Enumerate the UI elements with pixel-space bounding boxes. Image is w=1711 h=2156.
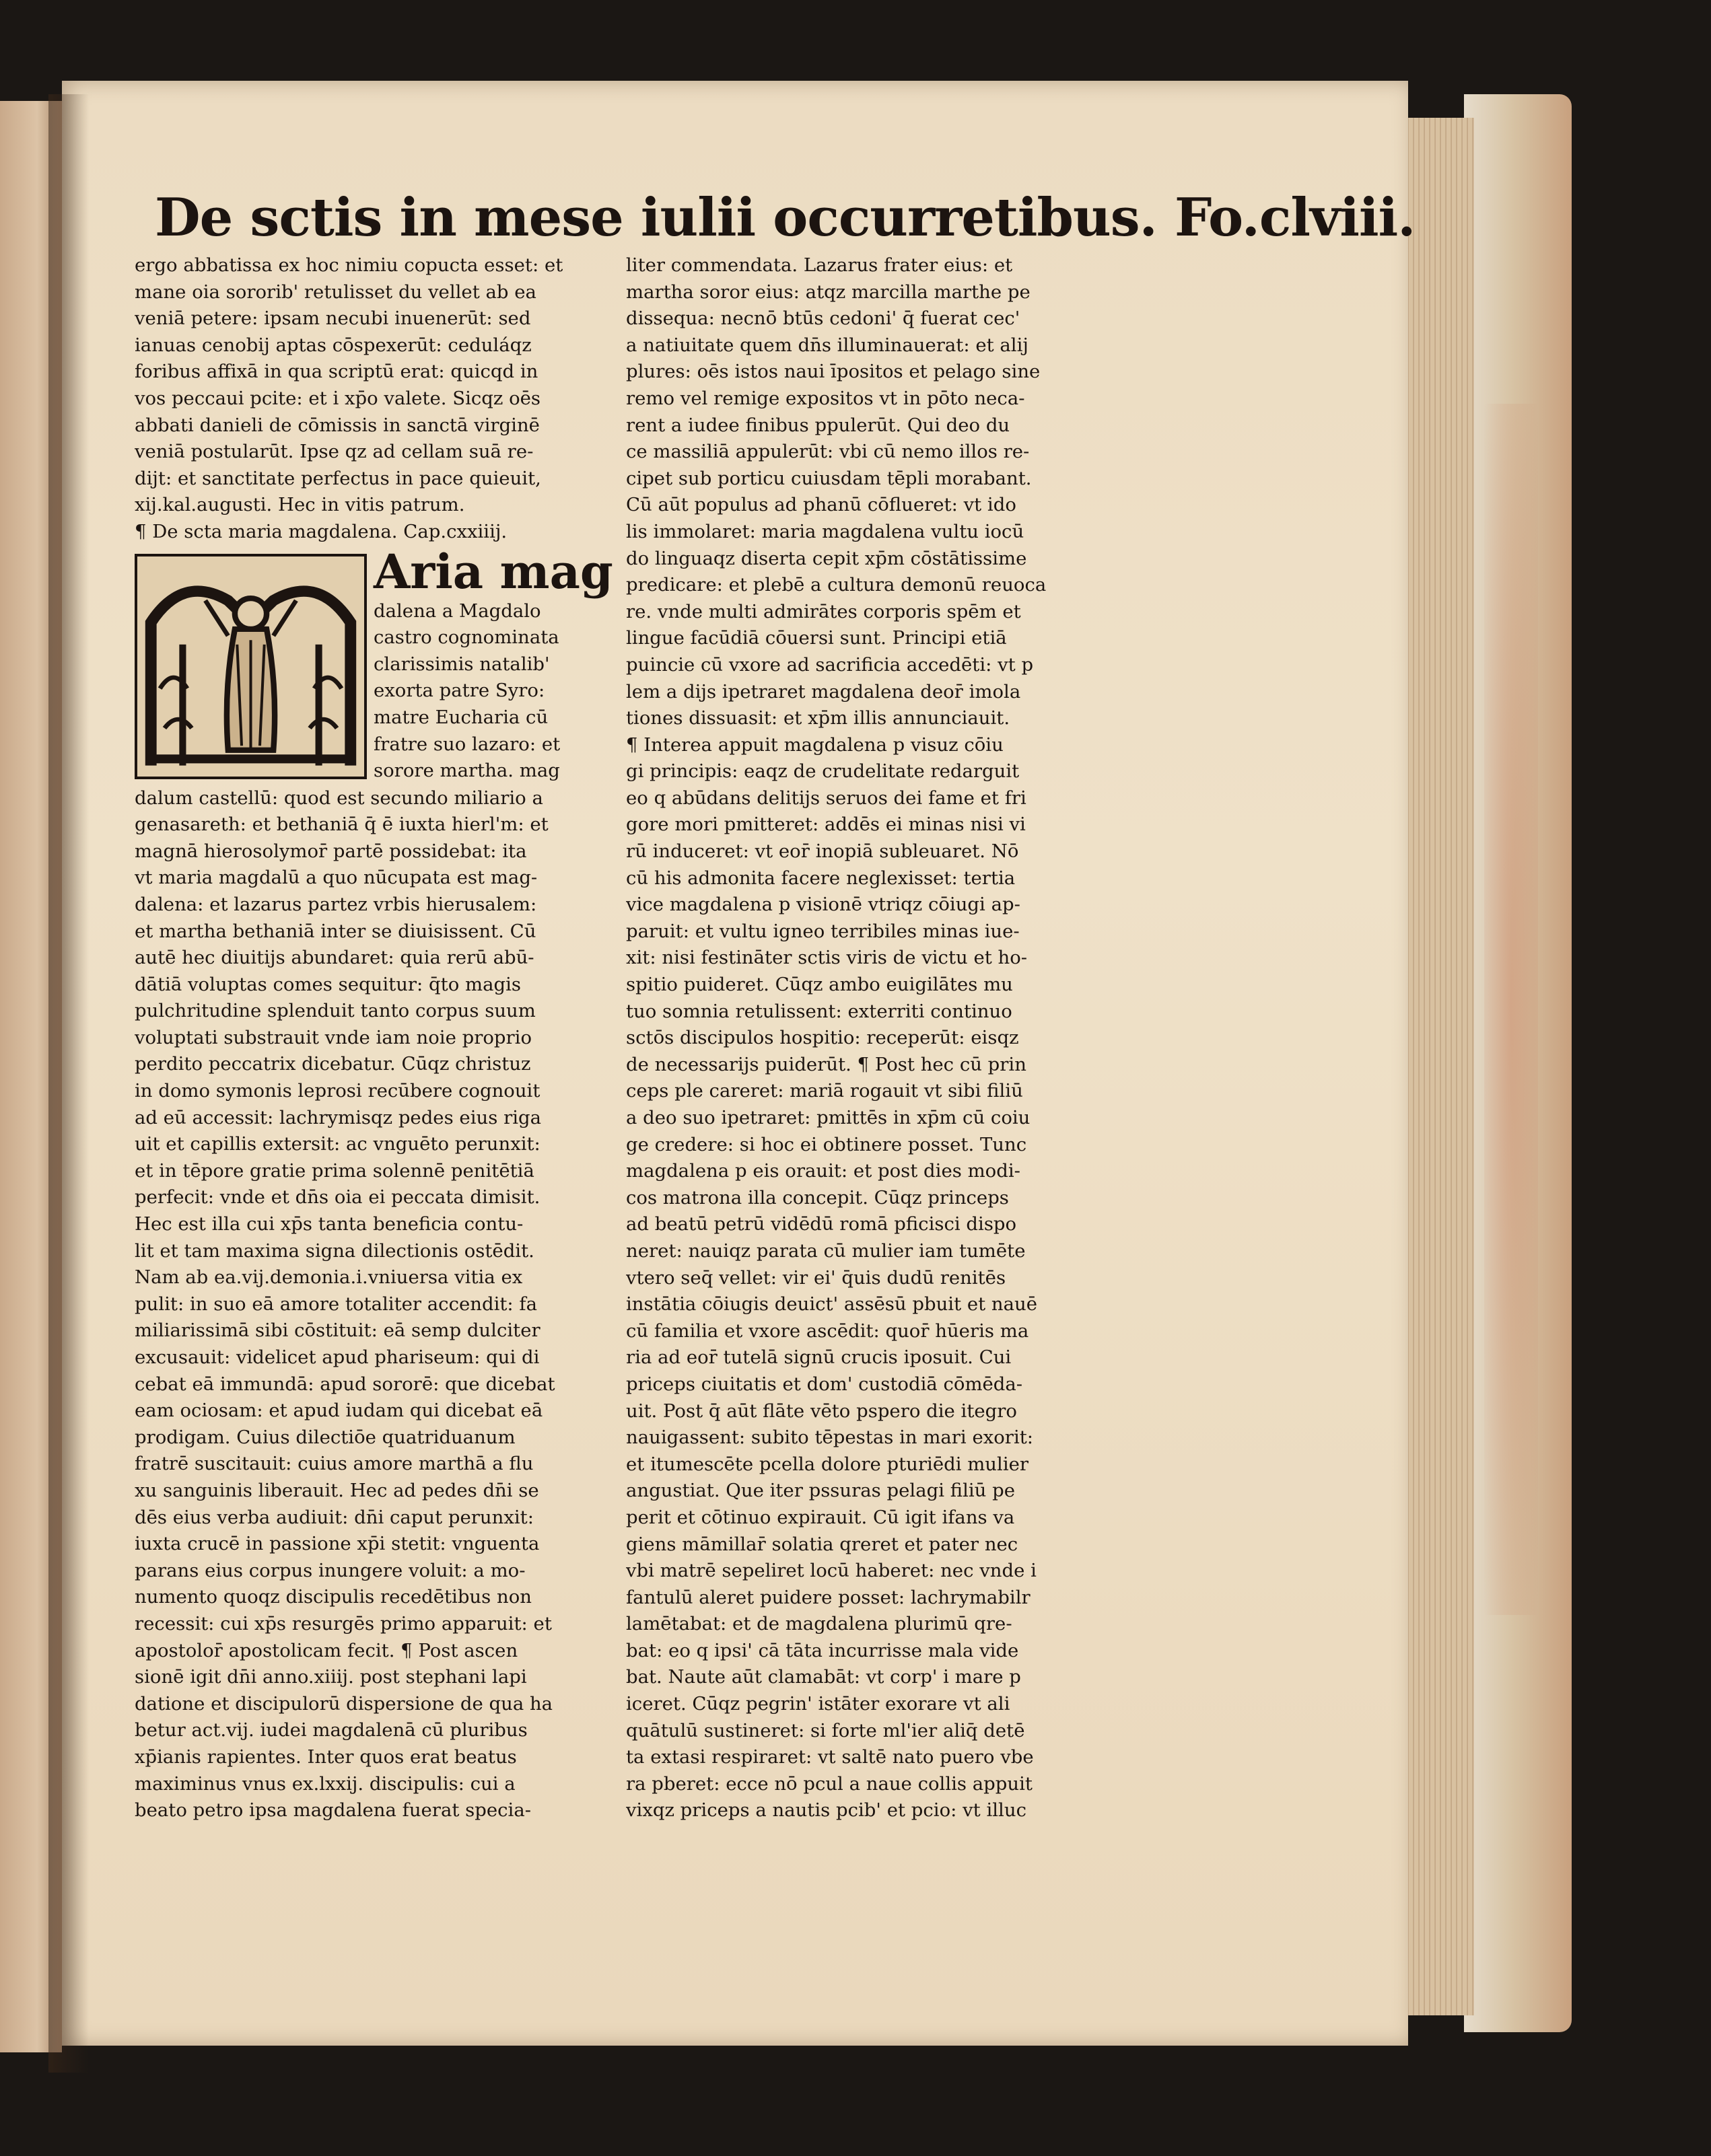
text-line: voluptati substrauit vnde iam noie proprio xyxy=(135,1026,532,1048)
text-line: re. vnde multi admirātes corporis spēm et xyxy=(626,600,1021,622)
text-line: ra pberet: ecce nō pcul a naue collis appuit xyxy=(626,1772,1033,1795)
text-line: instātia cōiugis deuict' assēsū pbuit et nauē xyxy=(626,1293,1038,1316)
text-line: prodigam. Cuius dilectiōe quatriduanum xyxy=(135,1426,516,1448)
text-line: foribus affixā in qua scriptū erat: quicqd in xyxy=(135,361,538,383)
text-line: dalum castellū: quod est secundo miliario a xyxy=(135,787,543,809)
text-line: lit et tam maxima signa dilectionis ostēdit. xyxy=(135,1239,534,1262)
text-line: sctōs discipulos hospitio: receperūt: eisqz xyxy=(626,1027,1019,1049)
text-line: uit et capillis extersit: ac vnguēto perunxit: xyxy=(135,1133,540,1155)
text-line: cipet sub porticu cuiusdam tēpli morabant. xyxy=(626,467,1032,489)
text-line: a natiuitate quem dn̄s illuminauerat: et alij xyxy=(626,334,1028,356)
right-column xyxy=(626,252,1097,1824)
text-line: plures: oēs istos naui īpositos et pelago sine xyxy=(626,361,1041,383)
text-line: iceret. Cūqz pegrin' istāter exorare vt ali xyxy=(626,1693,1010,1715)
text-line: magnā hierosolymor̄ partē possidebat: ita xyxy=(135,840,527,862)
text-line: numento quoqz discipulis recedētibus non xyxy=(135,1586,532,1608)
text-line: perdito peccatrix dicebatur. Cūqz christuz xyxy=(135,1053,531,1075)
initial-lines xyxy=(367,543,613,785)
text-line: fratre suo lazaro: et xyxy=(374,733,561,755)
text-line: apostolor̄ apostolicam fecit. ¶ Post ascen xyxy=(135,1639,518,1661)
text-line: beato petro ipsa magdalena fuerat specia- xyxy=(135,1799,532,1822)
initial-heading: Aria mag xyxy=(374,543,613,600)
text-line: dēs eius verba audiuit: dn̄i caput perunxit: xyxy=(135,1506,534,1528)
text-line: eo q abūdans delitijs seruos dei fame et fri xyxy=(626,787,1026,809)
text-line: vixqz priceps a nautis pcib' et pcio: vt illuc xyxy=(626,1799,1026,1822)
folio-number: Fo.clviii. xyxy=(1174,187,1416,248)
text-line: angustiat. Que iter pssuras pelagi filiū pe xyxy=(626,1480,1015,1502)
text-line: ta extasi respiraret: vt saltē nato puero vbe xyxy=(626,1746,1034,1768)
text-line: lis immolaret: maria magdalena vultu iocū xyxy=(626,520,1024,542)
text-line: a deo suo ipetraret: pmittēs in xp̄m cū coiu xyxy=(626,1107,1031,1128)
text-line: rū induceret: vt eor̄ inopiā subleuaret. Nō xyxy=(626,840,1019,863)
text-line: paruit: et vultu igneo terribiles minas iue- xyxy=(626,920,1020,942)
text-line: rent a iudee finibus ppulerūt. Qui deo du xyxy=(626,414,1010,436)
text-line: cebat eā immundā: apud sororē: que dicebat xyxy=(135,1373,555,1395)
text-line: abbati danieli de cōmissis in sanctā virginē xyxy=(135,414,540,436)
text-line: ergo abbatissa ex hoc nimiu copucta esset: et xyxy=(135,254,563,276)
text-line: spitio puideret. Cūqz ambo euigilātes mu xyxy=(626,974,1013,996)
text-line: castro cognominata xyxy=(374,626,559,649)
text-line: bat. Naute aūt clamabāt: vt corp' i mare p xyxy=(626,1666,1021,1688)
text-line: do linguaqz diserta cepit xp̄m cōstātissime xyxy=(626,547,1027,569)
text-line: perit et cōtinuo expirauit. Cū igit ifans va xyxy=(626,1506,1015,1528)
text-line: et in tēpore gratie prima solennē penitētiā xyxy=(135,1159,534,1182)
text-line: Nam ab ea.vij.demonia.i.vniuersa vitia ex xyxy=(135,1266,523,1289)
text-line: ianuas cenobij aptas cōspexerūt: ceduláqz xyxy=(135,334,532,356)
text-line: sorore martha. mag xyxy=(374,760,560,782)
woodcut-initial-m xyxy=(135,554,367,779)
woodcut-figure-icon xyxy=(137,556,364,777)
text-line: ¶ Interea appuit magdalena p visuz cōiu xyxy=(626,733,1004,756)
text-line: xu sanguinis liberauit. Hec ad pedes dn̄i se xyxy=(135,1479,539,1501)
text-line: veniā postularūt. Ipse qz ad cellam suā re- xyxy=(135,441,534,463)
text-line: maximinus vnus ex.lxxij. discipulis: cui a xyxy=(135,1772,516,1795)
text-line: et martha bethaniā inter se diuisissent. Cū xyxy=(135,920,536,942)
text-line: cos matrona illa concepit. Cūqz princeps xyxy=(626,1186,1009,1209)
text-line: vbi matrē sepeliret locū haberet: nec vnde i xyxy=(626,1560,1037,1582)
text-line: quātulū sustineret: si forte ml'ier aliq̄ detē xyxy=(626,1719,1025,1741)
text-line: pulchritudine splenduit tanto corpus suum xyxy=(135,1000,536,1022)
beside-initial-lines xyxy=(374,598,602,785)
text-line: xp̄ianis rapientes. Inter quos erat beatus xyxy=(135,1746,517,1768)
text-line: sionē igit dn̄i anno.xiiij. post stephani lapi xyxy=(135,1666,527,1688)
text-line: autē hec diuitijs abundaret: quia rerū abū- xyxy=(135,947,534,969)
text-line: fratrē suscitauit: cuius amore marthā a flu xyxy=(135,1453,534,1475)
text-line: magdalena p eis orauit: et post dies modi- xyxy=(626,1160,1020,1182)
text-line: gi principis: eaqz de crudelitate redarguit xyxy=(626,760,1020,783)
text-line: dijt: et sanctitate perfectus in pace quieuit, xyxy=(135,467,541,489)
text-line: mane oia sororib' retulisset du vellet ab ea xyxy=(135,281,536,303)
running-title: De sctis in mese iulii occurretibus. xyxy=(155,187,1157,248)
text-line: in domo symonis leprosi recūbere cognouit xyxy=(135,1080,540,1102)
text-line: cū familia et vxore ascēdit: quor̄ hūeris ma xyxy=(626,1320,1029,1342)
text-line: clarissimis natalib' xyxy=(374,653,550,675)
running-header xyxy=(155,187,1416,248)
text-line: ge credere: si hoc ei obtinere posset. Tunc xyxy=(626,1133,1027,1155)
text-line: puincie cū vxore ad sacrificia accedēti: vt p xyxy=(626,653,1034,676)
text-line: giens māmillar̄ solatia qreret et pater nec xyxy=(626,1533,1018,1555)
text-line: uit. Post q̄ aūt flāte vēto pspero die itegro xyxy=(626,1400,1017,1422)
text-line: Hec est illa cui xp̄s tanta beneficia contu- xyxy=(135,1213,524,1235)
text-line: veniā petere: ipsam necubi inuenerūt: sed xyxy=(135,308,531,330)
text-line: priceps ciuitatis et dom' custodiā cōmēda- xyxy=(626,1373,1023,1395)
text-line: genasareth: et bethaniā q̄ ē iuxta hierl'm: et xyxy=(135,814,549,836)
text-line: ceps ple careret: mariā rogauit vt sibi filiū xyxy=(626,1080,1023,1102)
text-line: ce massiliā appulerūt: vbi cū nemo illos re- xyxy=(626,441,1030,463)
gutter-shadow xyxy=(48,94,89,2073)
left-column-lines-after xyxy=(135,785,606,1824)
text-line: xij.kal.augusti. Hec in vitis patrum. xyxy=(135,494,465,516)
cover-stain xyxy=(1484,404,1538,1615)
text-line: dalena a Magdalo xyxy=(374,600,541,622)
text-line: lem a dijs ipetraret magdalena deor̄ imola xyxy=(626,680,1021,703)
text-line: martha soror eius: atqz marcilla marthe pe xyxy=(626,281,1031,303)
text-line: tuo somnia retulissent: exterriti continuo xyxy=(626,1000,1012,1022)
text-line: tiones dissuasit: et xp̄m illis annunciauit. xyxy=(626,707,1010,729)
text-line: ad eū accessit: lachrymisqz pedes eius riga xyxy=(135,1106,542,1128)
text-line: lamētabat: et de magdalena plurimū qre- xyxy=(626,1613,1012,1635)
text-line: vt maria magdalū a quo nūcupata est mag- xyxy=(135,867,538,889)
text-line: betur act.vij. iudei magdalenā cū pluribus xyxy=(135,1719,528,1741)
text-line: vice magdalena p visionē vtriqz cōiugi ap- xyxy=(626,894,1020,916)
text-line: exorta patre Syro: xyxy=(374,680,545,702)
text-line: eam ociosam: et apud iudam qui dicebat eā xyxy=(135,1400,543,1422)
text-line: fantulū aleret puidere posset: lachrymabilr xyxy=(626,1586,1031,1608)
text-line: liter commendata. Lazarus frater eius: et xyxy=(626,254,1013,276)
text-line: excusauit: videlicet apud phariseum: qui di xyxy=(135,1346,540,1368)
text-line: vtero seq̄ vellet: vir ei' q̄uis dudū renitēs xyxy=(626,1266,1006,1289)
text-line: datione et discipulorū dispersione de qua ha xyxy=(135,1692,553,1715)
text-line: dissequa: necnō btūs cedoni' q̄ fuerat cec' xyxy=(626,308,1020,330)
text-line: bat: eo q ipsi' cā tāta incurrisse mala vide xyxy=(626,1639,1019,1661)
text-line: perfecit: vnde et dn̄s oia ei peccata dimisit. xyxy=(135,1186,540,1209)
text-line: xit: nisi festināter sctis viris de victu et ho- xyxy=(626,947,1028,969)
text-line: ria ad eor̄ tutelā signū crucis iposuit. Cui xyxy=(626,1346,1012,1369)
text-line: de necessarijs puiderūt. ¶ Post hec cū prin xyxy=(626,1053,1026,1075)
text-line: Cū aūt populus ad phanū cōflueret: vt ido xyxy=(626,494,1016,516)
text-line: ad beatū petrū vidēdū romā pficisci dispo xyxy=(626,1213,1017,1235)
text-line: pulit: in suo eā amore totaliter accendit: fa xyxy=(135,1293,538,1315)
text-line: iuxta crucē in passione xp̄i stetit: vnguenta xyxy=(135,1533,540,1555)
left-column xyxy=(135,252,613,1824)
text-line: gore mori pmitteret: addēs ei minas nisi vi xyxy=(626,814,1026,836)
text-line: ¶ De scta maria magdalena. Cap.cxxiiij. xyxy=(135,520,508,542)
text-line: dātiā voluptas comes sequitur: q̄to magis xyxy=(135,973,521,995)
text-line: parans eius corpus inungere voluit: a mo- xyxy=(135,1559,526,1581)
text-line: recessit: cui xp̄s resurgēs primo apparuit: et xyxy=(135,1612,552,1634)
text-line: vos peccaui pcite: et i xp̄o valete. Sicqz oēs xyxy=(135,387,541,409)
right-column-lines xyxy=(626,252,1097,1824)
left-column-lines-before xyxy=(135,252,606,546)
text-line: dalena: et lazarus partez vrbis hierusalem: xyxy=(135,893,537,915)
text-line: neret: nauiqz parata cū mulier iam tumēte xyxy=(626,1239,1026,1262)
text-line: nauigassent: subito tēpestas in mari exorit: xyxy=(626,1427,1034,1449)
text-line: remo vel remige expositos vt in pōto neca- xyxy=(626,387,1025,409)
text-line: predicare: et plebē a cultura demonū reuoca xyxy=(626,574,1047,596)
text-line: cū his admonita facere neglexisset: tertia xyxy=(626,867,1016,889)
text-line: miliarissimā sibi cōstituit: eā semp dulciter xyxy=(135,1320,540,1342)
initial-block xyxy=(135,543,613,785)
text-line: matre Eucharia cū xyxy=(374,706,549,728)
text-line: lingue facūdiā cōuersi sunt. Principi etiā xyxy=(626,627,1007,649)
text-line: et itumescēte pcella dolore pturiēdi mulier xyxy=(626,1453,1029,1475)
